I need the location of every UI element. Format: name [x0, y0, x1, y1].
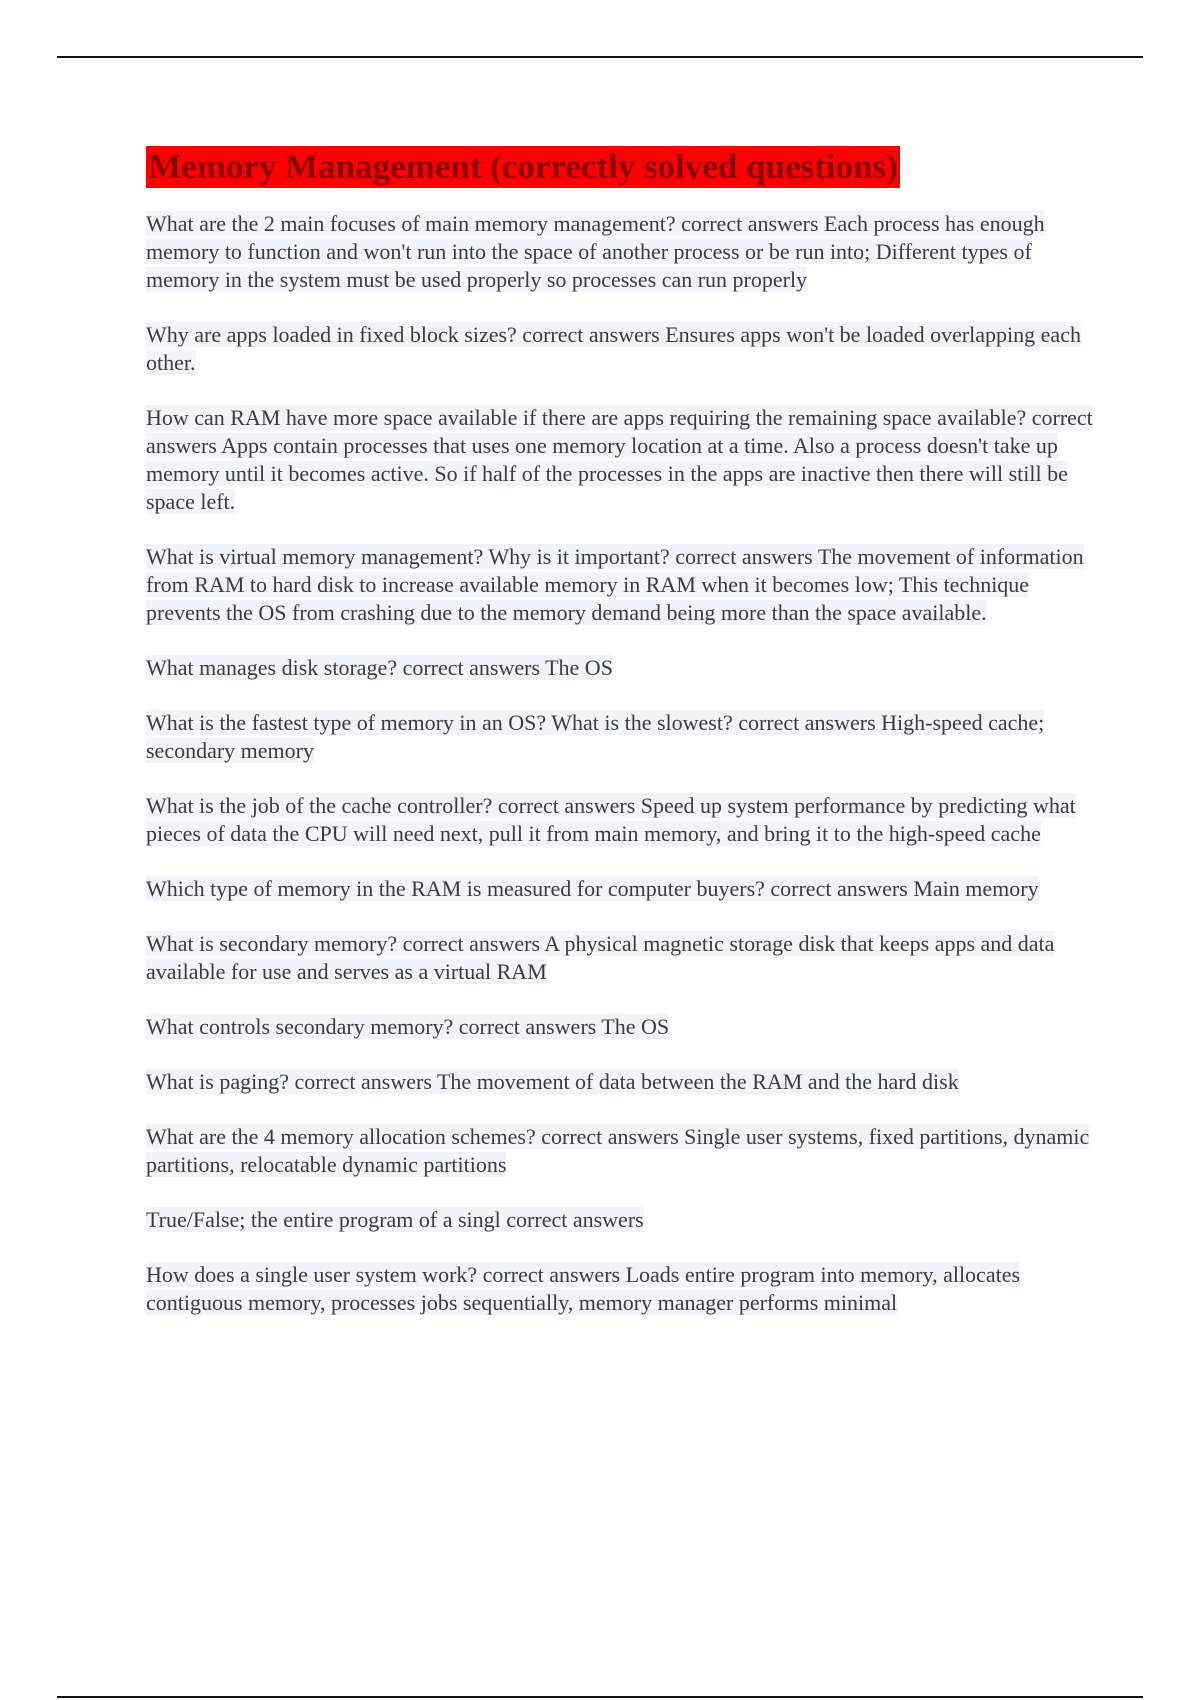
- qa-item: [146, 404, 1096, 516]
- qa-text: What manages disk storage? correct answers The OS: [146, 655, 613, 680]
- qa-text: What are the 2 main focuses of main memory management? correct answers Each process has enough memory to function and won't run into the space of another process or be run into; Different types of memory in the system must be used properly so processes can run properly: [146, 211, 1045, 292]
- qa-item: [146, 930, 1096, 986]
- qa-text: What is the job of the cache controller? correct answers Speed up system performance by predicting what pieces of data the CPU will need next, pull it from main memory, and bring it to the high-speed cache: [146, 793, 1076, 846]
- qa-item: [146, 792, 1096, 848]
- document-title: Memory Management (correctly solved questions): [148, 147, 898, 186]
- qa-text: Which type of memory in the RAM is measured for computer buyers? correct answers Main memory: [146, 876, 1039, 901]
- top-rule: [57, 56, 1143, 58]
- qa-item: [146, 1261, 1096, 1317]
- document-body: [146, 146, 1096, 1344]
- qa-item: [146, 321, 1096, 377]
- qa-item: [146, 543, 1096, 627]
- qa-text: What are the 4 memory allocation schemes? correct answers Single user systems, fixed partitions, dynamic partitions, relocatable dynamic partitions: [146, 1124, 1090, 1177]
- qa-item: [146, 654, 1096, 682]
- qa-text: What is the fastest type of memory in an OS? What is the slowest? correct answers High-speed cache; secondary memory: [146, 710, 1045, 763]
- bottom-rule: [57, 1696, 1143, 1698]
- qa-item: [146, 1123, 1096, 1179]
- qa-item: [146, 210, 1096, 294]
- qa-text: How does a single user system work? correct answers Loads entire program into memory, allocates contiguous memory, processes jobs sequentially, memory manager performs minimal: [146, 1262, 1021, 1315]
- qa-text: What is virtual memory management? Why is it important? correct answers The movement of information from RAM to hard disk to increase available memory in RAM when it becomes low; This technique prevents the OS from crashing due to the memory demand being more than the space available.: [146, 544, 1084, 625]
- qa-text: Why are apps loaded in fixed block sizes? correct answers Ensures apps won't be loaded overlapping each other.: [146, 322, 1081, 375]
- qa-text: What is paging? correct answers The movement of data between the RAM and the hard disk: [146, 1069, 959, 1094]
- qa-text: How can RAM have more space available if there are apps requiring the remaining space available? correct answers Apps contain processes that uses one memory location at a time. Also a process doesn't take up memory until it becomes active. So if half of the processes in the apps are inactive then there will still be space left.: [146, 405, 1093, 514]
- qa-text: True/False; the entire program of a singl correct answers: [146, 1207, 644, 1232]
- qa-item: [146, 1068, 1096, 1096]
- qa-text: What controls secondary memory? correct answers The OS: [146, 1014, 670, 1039]
- qa-item: [146, 709, 1096, 765]
- qa-item: [146, 1013, 1096, 1041]
- qa-text: What is secondary memory? correct answers A physical magnetic storage disk that keeps apps and data available for use and serves as a virtual RAM: [146, 931, 1055, 984]
- qa-item: [146, 1206, 1096, 1234]
- qa-item: [146, 875, 1096, 903]
